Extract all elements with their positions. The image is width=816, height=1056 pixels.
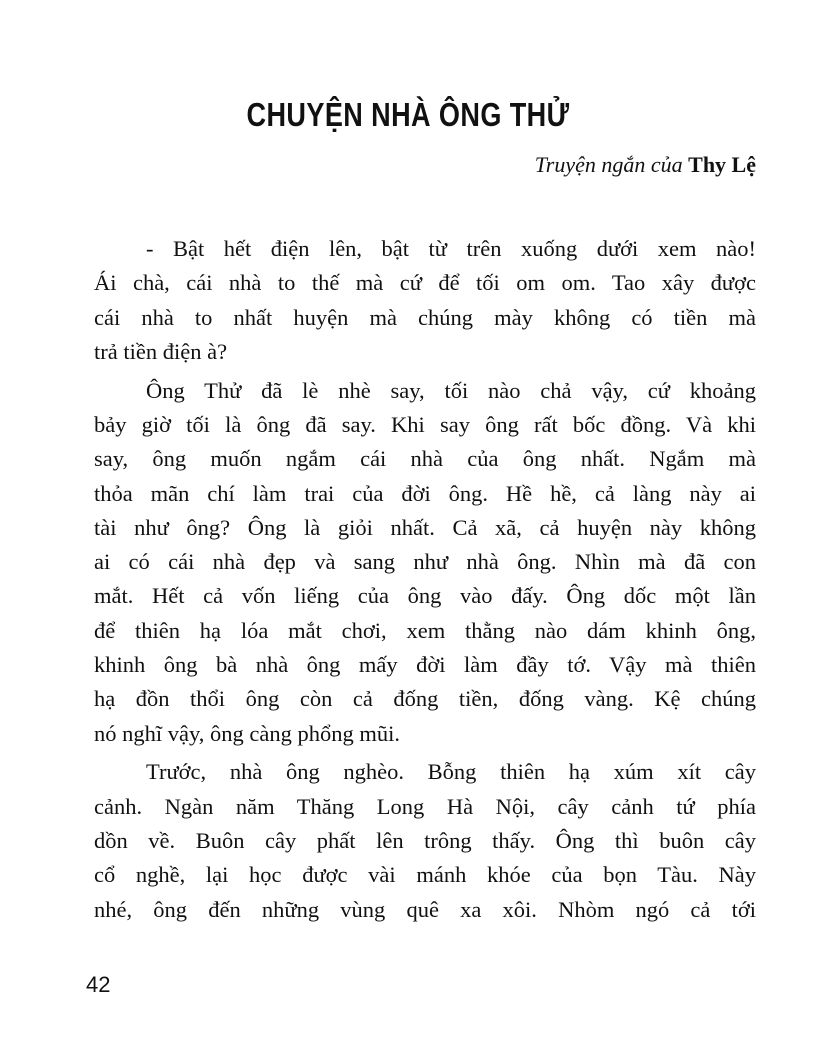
text-line: nhé, ông đến những vùng quê xa xôi. Nhòm ngó cả tới [94,896,756,922]
byline-prefix: Truyện ngắn của [534,152,683,177]
text-line: cảnh. Ngàn năm Thăng Long Hà Nội, cây cảnh tứ phía [94,793,756,819]
text-line: nó nghĩ vậy, ông càng phổng mũi. [94,720,401,746]
text-line: dồn về. Buôn cây phất lên trông thấy. Ông thì buôn cây [94,828,756,854]
text-line: mắt. Hết cả vốn liếng của ông vào đấy. Ông dốc một lần [94,583,756,609]
text-line: thỏa mãn chí làm trai của đời ông. Hề hề, cả làng này ai [94,480,756,506]
paragraph [94,374,756,751]
story-body [94,232,756,931]
paragraph [94,232,756,369]
text-line: - Bật hết điện lên, bật từ trên xuống dưới xem nào! [146,236,756,261]
text-line: trả tiền điện à? [94,338,228,364]
text-line: để thiên hạ lóa mắt chơi, xem thằng nào dám khinh ông, [94,617,756,643]
text-line: hạ đồn thổi ông còn cả đống tiền, đống vàng. Kệ chúng [94,686,756,712]
byline [535,152,756,178]
text-line: bảy giờ tối là ông đã say. Khi say ông rất bốc đồng. Và khi [94,411,756,437]
byline-author: Thy Lệ [688,152,756,177]
text-line: Trước, nhà ông nghèo. Bỗng thiên hạ xúm xít cây [146,759,756,785]
text-line: Ái chà, cái nhà to thế mà cứ để tối om om. Tao xây được [94,270,756,296]
page-number: 42 [86,972,111,997]
text-line: ai có cái nhà đẹp và sang như nhà ông. Nhìn mà đã con [94,549,756,575]
text-line: Ông Thử đã lè nhè say, tối nào chả vậy, cứ khoảng [146,377,756,403]
text-line: khinh ông bà nhà ông mấy đời làm đầy tớ. Vậy mà thiên [94,652,756,678]
text-line: tài như ông? Ông là giỏi nhất. Cả xã, cả huyện này không [94,514,756,540]
text-line: cái nhà to nhất huyện mà chúng mày không có tiền mà [94,304,756,330]
paragraph [94,755,756,926]
text-line: cổ nghề, lại học được vài mánh khóe của bọn Tàu. Này [94,862,756,888]
story-title: CHUYỆN NHÀ ÔNG THỬ [246,96,570,133]
text-line: say, ông muốn ngắm cái nhà của ông nhất. Ngắm mà [94,446,756,472]
